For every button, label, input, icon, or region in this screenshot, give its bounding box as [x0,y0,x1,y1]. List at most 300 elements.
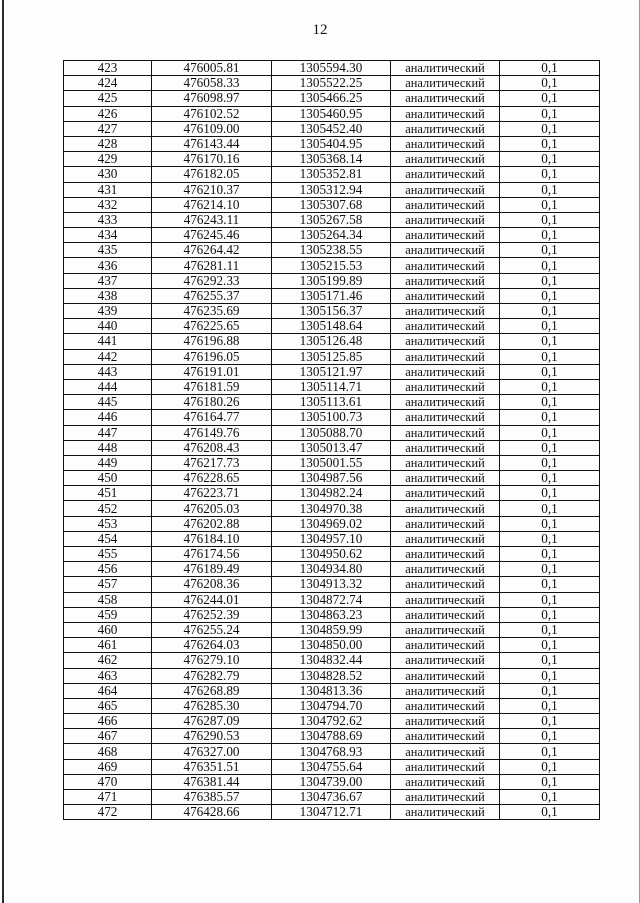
method-cell: аналитический [391,304,500,319]
accuracy-cell: 0,1 [500,607,600,622]
method-cell: аналитический [391,562,500,577]
point-number-cell: 443 [64,364,152,379]
x-coordinate-cell: 476268.89 [152,683,272,698]
y-coordinate-cell: 1304863.23 [272,607,391,622]
y-coordinate-cell: 1305126.48 [272,334,391,349]
y-coordinate-cell: 1304982.24 [272,486,391,501]
accuracy-cell: 0,1 [500,288,600,303]
method-cell: аналитический [391,228,500,243]
y-coordinate-cell: 1305460.95 [272,106,391,121]
table-row [64,577,600,592]
accuracy-cell: 0,1 [500,744,600,759]
y-coordinate-cell: 1305121.97 [272,364,391,379]
x-coordinate-cell: 476255.24 [152,622,272,637]
table-row [64,562,600,577]
point-number-cell: 451 [64,486,152,501]
y-coordinate-cell: 1305013.47 [272,440,391,455]
accuracy-cell: 0,1 [500,91,600,106]
x-coordinate-cell: 476174.56 [152,547,272,562]
accuracy-cell: 0,1 [500,197,600,212]
point-number-cell: 463 [64,668,152,683]
x-coordinate-cell: 476210.37 [152,182,272,197]
x-coordinate-cell: 476281.11 [152,258,272,273]
accuracy-cell: 0,1 [500,790,600,805]
accuracy-cell: 0,1 [500,395,600,410]
x-coordinate-cell: 476164.77 [152,410,272,425]
method-cell: аналитический [391,653,500,668]
table-row [64,607,600,622]
accuracy-cell: 0,1 [500,258,600,273]
table-row [64,744,600,759]
table-row [64,106,600,121]
accuracy-cell: 0,1 [500,698,600,713]
y-coordinate-cell: 1304792.62 [272,714,391,729]
x-coordinate-cell: 476208.43 [152,440,272,455]
y-coordinate-cell: 1304859.99 [272,622,391,637]
table-row [64,455,600,470]
point-number-cell: 432 [64,197,152,212]
accuracy-cell: 0,1 [500,455,600,470]
point-number-cell: 435 [64,243,152,258]
table-row [64,395,600,410]
point-number-cell: 450 [64,471,152,486]
y-coordinate-cell: 1305199.89 [272,273,391,288]
method-cell: аналитический [391,668,500,683]
point-number-cell: 472 [64,805,152,820]
method-cell: аналитический [391,592,500,607]
coordinates-table-body [64,61,600,820]
table-row [64,683,600,698]
y-coordinate-cell: 1305522.25 [272,76,391,91]
page-edge-left [2,0,4,903]
x-coordinate-cell: 476196.05 [152,349,272,364]
table-row [64,698,600,713]
point-number-cell: 454 [64,531,152,546]
point-number-cell: 424 [64,76,152,91]
method-cell: аналитический [391,698,500,713]
point-number-cell: 441 [64,334,152,349]
table-row [64,61,600,76]
accuracy-cell: 0,1 [500,410,600,425]
accuracy-cell: 0,1 [500,729,600,744]
accuracy-cell: 0,1 [500,759,600,774]
table-row [64,228,600,243]
table-row [64,152,600,167]
y-coordinate-cell: 1305001.55 [272,455,391,470]
method-cell: аналитический [391,501,500,516]
y-coordinate-cell: 1304850.00 [272,638,391,653]
page-number: 12 [312,22,328,38]
point-number-cell: 448 [64,440,152,455]
method-cell: аналитический [391,106,500,121]
y-coordinate-cell: 1304828.52 [272,668,391,683]
x-coordinate-cell: 476287.09 [152,714,272,729]
point-number-cell: 460 [64,622,152,637]
point-number-cell: 426 [64,106,152,121]
table-row [64,197,600,212]
x-coordinate-cell: 476255.37 [152,288,272,303]
method-cell: аналитический [391,136,500,151]
accuracy-cell: 0,1 [500,136,600,151]
y-coordinate-cell: 1305114.71 [272,379,391,394]
accuracy-cell: 0,1 [500,622,600,637]
point-number-cell: 449 [64,455,152,470]
accuracy-cell: 0,1 [500,319,600,334]
accuracy-cell: 0,1 [500,364,600,379]
y-coordinate-cell: 1304832.44 [272,653,391,668]
method-cell: аналитический [391,790,500,805]
table-row [64,121,600,136]
table-row [64,592,600,607]
accuracy-cell: 0,1 [500,547,600,562]
method-cell: аналитический [391,440,500,455]
method-cell: аналитический [391,379,500,394]
accuracy-cell: 0,1 [500,349,600,364]
method-cell: аналитический [391,152,500,167]
x-coordinate-cell: 476245.46 [152,228,272,243]
x-coordinate-cell: 476058.33 [152,76,272,91]
table-row [64,410,600,425]
table-row [64,622,600,637]
point-number-cell: 471 [64,790,152,805]
table-row [64,501,600,516]
x-coordinate-cell: 476252.39 [152,607,272,622]
point-number-cell: 465 [64,698,152,713]
x-coordinate-cell: 476381.44 [152,774,272,789]
method-cell: аналитический [391,182,500,197]
y-coordinate-cell: 1305264.34 [272,228,391,243]
y-coordinate-cell: 1304957.10 [272,531,391,546]
accuracy-cell: 0,1 [500,486,600,501]
table-row [64,136,600,151]
accuracy-cell: 0,1 [500,61,600,76]
point-number-cell: 464 [64,683,152,698]
x-coordinate-cell: 476170.16 [152,152,272,167]
accuracy-cell: 0,1 [500,653,600,668]
y-coordinate-cell: 1304794.70 [272,698,391,713]
point-number-cell: 458 [64,592,152,607]
x-coordinate-cell: 476098.97 [152,91,272,106]
accuracy-cell: 0,1 [500,440,600,455]
method-cell: аналитический [391,759,500,774]
point-number-cell: 470 [64,774,152,789]
point-number-cell: 442 [64,349,152,364]
table-row [64,440,600,455]
y-coordinate-cell: 1304950.62 [272,547,391,562]
table-row [64,379,600,394]
accuracy-cell: 0,1 [500,638,600,653]
point-number-cell: 434 [64,228,152,243]
method-cell: аналитический [391,288,500,303]
y-coordinate-cell: 1304768.93 [272,744,391,759]
accuracy-cell: 0,1 [500,516,600,531]
x-coordinate-cell: 476196.88 [152,334,272,349]
method-cell: аналитический [391,471,500,486]
method-cell: аналитический [391,61,500,76]
method-cell: аналитический [391,683,500,698]
accuracy-cell: 0,1 [500,379,600,394]
method-cell: аналитический [391,455,500,470]
accuracy-cell: 0,1 [500,76,600,91]
x-coordinate-cell: 476109.00 [152,121,272,136]
y-coordinate-cell: 1304736.67 [272,790,391,805]
y-coordinate-cell: 1305312.94 [272,182,391,197]
y-coordinate-cell: 1305307.68 [272,197,391,212]
point-number-cell: 437 [64,273,152,288]
method-cell: аналитический [391,774,500,789]
point-number-cell: 430 [64,167,152,182]
y-coordinate-cell: 1305238.55 [272,243,391,258]
x-coordinate-cell: 476228.65 [152,471,272,486]
table-row [64,243,600,258]
method-cell: аналитический [391,167,500,182]
accuracy-cell: 0,1 [500,243,600,258]
point-number-cell: 433 [64,212,152,227]
point-number-cell: 431 [64,182,152,197]
table-row [64,425,600,440]
x-coordinate-cell: 476005.81 [152,61,272,76]
table-row [64,349,600,364]
x-coordinate-cell: 476202.88 [152,516,272,531]
method-cell: аналитический [391,425,500,440]
table-row [64,774,600,789]
accuracy-cell: 0,1 [500,577,600,592]
table-row [64,471,600,486]
table-row [64,304,600,319]
y-coordinate-cell: 1304872.74 [272,592,391,607]
x-coordinate-cell: 476244.01 [152,592,272,607]
table-row [64,334,600,349]
point-number-cell: 466 [64,714,152,729]
x-coordinate-cell: 476205.03 [152,501,272,516]
x-coordinate-cell: 476181.59 [152,379,272,394]
point-number-cell: 453 [64,516,152,531]
table-row [64,516,600,531]
y-coordinate-cell: 1304970.38 [272,501,391,516]
table-row [64,319,600,334]
x-coordinate-cell: 476189.49 [152,562,272,577]
x-coordinate-cell: 476180.26 [152,395,272,410]
x-coordinate-cell: 476217.73 [152,455,272,470]
x-coordinate-cell: 476149.76 [152,425,272,440]
table-row [64,638,600,653]
point-number-cell: 427 [64,121,152,136]
point-number-cell: 452 [64,501,152,516]
accuracy-cell: 0,1 [500,182,600,197]
accuracy-cell: 0,1 [500,228,600,243]
y-coordinate-cell: 1304813.36 [272,683,391,698]
point-number-cell: 438 [64,288,152,303]
method-cell: аналитический [391,349,500,364]
point-number-cell: 436 [64,258,152,273]
x-coordinate-cell: 476385.57 [152,790,272,805]
method-cell: аналитический [391,531,500,546]
accuracy-cell: 0,1 [500,471,600,486]
y-coordinate-cell: 1305171.46 [272,288,391,303]
accuracy-cell: 0,1 [500,167,600,182]
y-coordinate-cell: 1304788.69 [272,729,391,744]
y-coordinate-cell: 1305267.58 [272,212,391,227]
point-number-cell: 461 [64,638,152,653]
method-cell: аналитический [391,486,500,501]
method-cell: аналитический [391,243,500,258]
x-coordinate-cell: 476143.44 [152,136,272,151]
method-cell: аналитический [391,258,500,273]
x-coordinate-cell: 476428.66 [152,805,272,820]
point-number-cell: 467 [64,729,152,744]
accuracy-cell: 0,1 [500,668,600,683]
point-number-cell: 446 [64,410,152,425]
y-coordinate-cell: 1304987.56 [272,471,391,486]
y-coordinate-cell: 1305404.95 [272,136,391,151]
y-coordinate-cell: 1305148.64 [272,319,391,334]
table-row [64,76,600,91]
accuracy-cell: 0,1 [500,592,600,607]
table-row [64,668,600,683]
y-coordinate-cell: 1305368.14 [272,152,391,167]
accuracy-cell: 0,1 [500,425,600,440]
x-coordinate-cell: 476282.79 [152,668,272,683]
table-row [64,486,600,501]
table-row [64,729,600,744]
point-number-cell: 462 [64,653,152,668]
method-cell: аналитический [391,121,500,136]
y-coordinate-cell: 1304969.02 [272,516,391,531]
x-coordinate-cell: 476214.10 [152,197,272,212]
table-row [64,790,600,805]
table-row [64,805,600,820]
table-row [64,273,600,288]
accuracy-cell: 0,1 [500,304,600,319]
method-cell: аналитический [391,805,500,820]
x-coordinate-cell: 476225.65 [152,319,272,334]
accuracy-cell: 0,1 [500,121,600,136]
table-row [64,182,600,197]
y-coordinate-cell: 1305088.70 [272,425,391,440]
table-row [64,167,600,182]
y-coordinate-cell: 1305113.61 [272,395,391,410]
method-cell: аналитический [391,714,500,729]
accuracy-cell: 0,1 [500,805,600,820]
x-coordinate-cell: 476235.69 [152,304,272,319]
method-cell: аналитический [391,638,500,653]
y-coordinate-cell: 1304712.71 [272,805,391,820]
point-number-cell: 440 [64,319,152,334]
method-cell: аналитический [391,76,500,91]
point-number-cell: 444 [64,379,152,394]
table-row [64,714,600,729]
table-row [64,91,600,106]
y-coordinate-cell: 1305125.85 [272,349,391,364]
method-cell: аналитический [391,622,500,637]
method-cell: аналитический [391,273,500,288]
method-cell: аналитический [391,197,500,212]
y-coordinate-cell: 1304755.64 [272,759,391,774]
method-cell: аналитический [391,607,500,622]
x-coordinate-cell: 476264.03 [152,638,272,653]
accuracy-cell: 0,1 [500,334,600,349]
point-number-cell: 428 [64,136,152,151]
y-coordinate-cell: 1305452.40 [272,121,391,136]
y-coordinate-cell: 1304739.00 [272,774,391,789]
method-cell: аналитический [391,395,500,410]
accuracy-cell: 0,1 [500,683,600,698]
y-coordinate-cell: 1305215.53 [272,258,391,273]
point-number-cell: 468 [64,744,152,759]
method-cell: аналитический [391,364,500,379]
method-cell: аналитический [391,319,500,334]
x-coordinate-cell: 476223.71 [152,486,272,501]
point-number-cell: 447 [64,425,152,440]
x-coordinate-cell: 476208.36 [152,577,272,592]
point-number-cell: 457 [64,577,152,592]
point-number-cell: 459 [64,607,152,622]
y-coordinate-cell: 1305594.30 [272,61,391,76]
method-cell: аналитический [391,577,500,592]
table-row [64,653,600,668]
accuracy-cell: 0,1 [500,562,600,577]
point-number-cell: 455 [64,547,152,562]
method-cell: аналитический [391,212,500,227]
point-number-cell: 469 [64,759,152,774]
coordinates-table [63,60,600,820]
x-coordinate-cell: 476279.10 [152,653,272,668]
x-coordinate-cell: 476292.33 [152,273,272,288]
y-coordinate-cell: 1305466.25 [272,91,391,106]
x-coordinate-cell: 476264.42 [152,243,272,258]
accuracy-cell: 0,1 [500,152,600,167]
x-coordinate-cell: 476285.30 [152,698,272,713]
x-coordinate-cell: 476290.53 [152,729,272,744]
accuracy-cell: 0,1 [500,501,600,516]
method-cell: аналитический [391,410,500,425]
y-coordinate-cell: 1304934.80 [272,562,391,577]
table-row [64,547,600,562]
y-coordinate-cell: 1305156.37 [272,304,391,319]
x-coordinate-cell: 476182.05 [152,167,272,182]
accuracy-cell: 0,1 [500,106,600,121]
accuracy-cell: 0,1 [500,714,600,729]
method-cell: аналитический [391,516,500,531]
accuracy-cell: 0,1 [500,531,600,546]
table-row [64,364,600,379]
point-number-cell: 429 [64,152,152,167]
point-number-cell: 425 [64,91,152,106]
accuracy-cell: 0,1 [500,273,600,288]
x-coordinate-cell: 476191.01 [152,364,272,379]
point-number-cell: 445 [64,395,152,410]
table-row [64,759,600,774]
x-coordinate-cell: 476327.00 [152,744,272,759]
x-coordinate-cell: 476102.52 [152,106,272,121]
x-coordinate-cell: 476351.51 [152,759,272,774]
method-cell: аналитический [391,744,500,759]
x-coordinate-cell: 476243.11 [152,212,272,227]
method-cell: аналитический [391,729,500,744]
point-number-cell: 439 [64,304,152,319]
table-row [64,531,600,546]
point-number-cell: 423 [64,61,152,76]
method-cell: аналитический [391,91,500,106]
y-coordinate-cell: 1304913.32 [272,577,391,592]
accuracy-cell: 0,1 [500,212,600,227]
accuracy-cell: 0,1 [500,774,600,789]
method-cell: аналитический [391,547,500,562]
table-row [64,212,600,227]
table-row [64,258,600,273]
method-cell: аналитический [391,334,500,349]
point-number-cell: 456 [64,562,152,577]
